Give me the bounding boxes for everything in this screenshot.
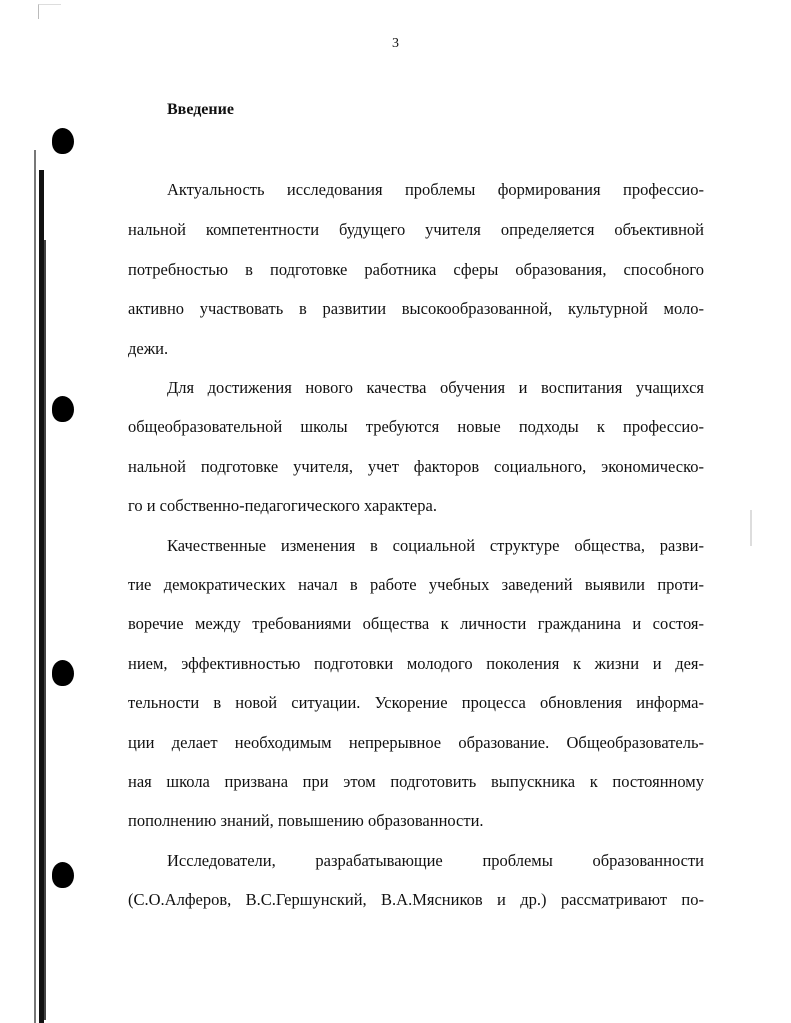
text-line: активно участвовать в развитии высокообразованной, культурной моло-	[128, 299, 704, 318]
text-line: (С.О.Алферов, В.С.Гершунский, В.А.Мясников и др.) рассматривают по-	[128, 890, 704, 909]
text-line: нием, эффективностью подготовки молодого поколения к жизни и дея-	[128, 654, 704, 673]
text-line: Для достижения нового качества обучения и воспитания учащихся	[167, 378, 704, 397]
text-line: Исследователи, разрабатывающие проблемы образованности	[167, 851, 704, 870]
text-line: ции делает необходимым непрерывное образование. Общеобразователь-	[128, 733, 704, 752]
text-line: го и собственно-педагогического характера.	[128, 496, 437, 515]
text-line: нальной подготовке учителя, учет факторов социального, экономическо-	[128, 457, 704, 476]
punch-hole	[52, 128, 74, 154]
text-line: пополнению знаний, повышению образованности.	[128, 811, 484, 830]
text-line: тельности в новой ситуации. Ускорение процесса обновления информа-	[128, 693, 704, 712]
text-line: дежи.	[128, 339, 169, 358]
binding-edge	[33, 0, 47, 1023]
punch-hole	[52, 396, 74, 422]
text-line: тие демократических начал в работе учебных заведений выявили проти-	[128, 575, 704, 594]
page-number: 3	[392, 36, 399, 51]
text-line: Качественные изменения в социальной структуре общества, разви-	[167, 536, 704, 555]
punch-hole	[52, 862, 74, 888]
punch-hole	[52, 660, 74, 686]
binding-line	[34, 150, 36, 1023]
text-line: нальной компетентности будущего учителя определяется объективной	[128, 220, 704, 239]
section-heading: Введение	[167, 101, 234, 118]
text-line: потребностью в подготовке работника сферы образования, способного	[128, 260, 704, 279]
text-line: общеобразовательной школы требуются новые подходы к профессио-	[128, 417, 704, 436]
binding-line	[44, 240, 46, 1020]
text-line: ная школа призвана при этом подготовить выпускника к постоянному	[128, 772, 704, 791]
text-line: воречие между требованиями общества к личности гражданина и состоя-	[128, 614, 704, 633]
scan-speck	[750, 510, 752, 546]
text-line: Актуальность исследования проблемы формирования профессио-	[167, 180, 704, 199]
